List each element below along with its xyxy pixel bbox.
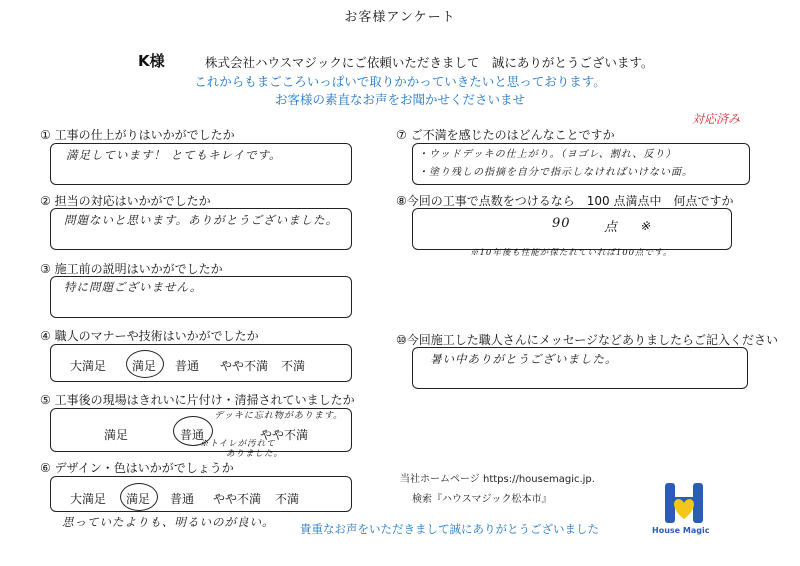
question-4-option-1: 大満足 <box>70 359 107 373</box>
question-5-option-1: 満足 <box>104 428 129 442</box>
question-5-note-2: ※トイレが汚れて <box>200 439 276 449</box>
question-10-answer: 暑い中ありがとうございました。 <box>430 352 618 366</box>
company-greeting: 株式会社ハウスマジックにご依頼いただきまして 誠にありがとうございます。 <box>205 55 654 70</box>
question-7-label: ⑦ ご不満を感じたのはどんなことですか <box>396 128 615 142</box>
question-2-label: ② 担当の対応はいかがでしたか <box>40 194 211 208</box>
question-5-note-1: デッキに忘れ物があります。 <box>214 411 344 421</box>
question-6-option-2: 満足 <box>126 492 151 506</box>
house-magic-logo <box>662 481 706 525</box>
question-4-option-5: 不満 <box>281 359 306 373</box>
question-7-answer-1: ・ウッドデッキの仕上がり。（ヨゴレ、割れ、反り） <box>418 149 677 160</box>
logo-text: House Magic <box>652 526 710 535</box>
question-5-option-3: やや不満 <box>260 428 309 442</box>
question-1-answer: 満足しています！ とてもキレイです。 <box>66 148 282 162</box>
subtitle-line-2: お客様の素直なお声をお聞かせくださいませ <box>274 92 525 107</box>
question-3-answer: 特に問題ございません。 <box>64 280 203 294</box>
question-2-answer: 問題ないと思います。ありがとうございました。 <box>64 213 339 227</box>
question-8-box <box>412 208 732 250</box>
question-6-option-5: 不満 <box>275 492 300 506</box>
page-title: お客様アンケート <box>344 10 456 25</box>
question-10-label: ⑩今回施工した職人さんにメッセージなどありましたらご記入ください <box>396 333 779 347</box>
question-8-label: ⑧今回の工事で点数をつけるなら 100 点満点中 何点ですか <box>396 194 734 208</box>
subtitle-line-1: これからもまごころいっぱいで取りかかっていきたいと思っております。 <box>194 74 606 89</box>
footer-search: 検索『ハウスマジック松本市』 <box>412 494 552 505</box>
question-8-score: 90 <box>552 216 571 231</box>
question-5-option-2: 普通 <box>180 428 205 442</box>
question-6-selected-circle <box>120 483 158 511</box>
question-4-option-2: 満足 <box>132 359 157 373</box>
question-4-selected-circle <box>126 350 164 378</box>
footer-thanks: 貴重なお声をいただきまして誠にありがとうございました <box>300 522 599 536</box>
question-5-label: ⑤ 工事後の現場はきれいに片付け・清掃されていましたか <box>40 393 355 407</box>
question-8-unit: 点 <box>604 220 619 235</box>
question-8-mark: ※ <box>640 219 652 233</box>
house-magic-logo-icon <box>662 481 706 525</box>
question-6-label: ⑥ デザイン・色はいかがでしょうか <box>40 461 234 475</box>
question-6-option-3: 普通 <box>170 492 195 506</box>
question-3-label: ③ 施工前の説明はいかがでしたか <box>40 262 223 276</box>
question-4-label: ④ 職人のマナーや技術はいかがでしたか <box>40 329 259 343</box>
question-4-option-4: やや不満 <box>220 359 269 373</box>
question-8-note: ※10年後も性能が保たれていれば100点です。 <box>470 248 673 258</box>
customer-name: K様 <box>138 52 165 70</box>
footer-homepage: 当社ホームページ https://housemagic.jp. <box>400 474 595 485</box>
question-1-label: ① 工事の仕上がりはいかがでしたか <box>40 128 235 142</box>
question-7-answer-2: ・塗り残しの指摘を自分で指示しなければいけない面。 <box>418 167 693 178</box>
question-6-option-1: 大満足 <box>70 492 107 506</box>
handled-stamp: 対応済み <box>692 112 741 126</box>
question-5-note-3: ありました。 <box>226 449 284 459</box>
question-6-option-4: やや不満 <box>213 492 262 506</box>
question-4-option-3: 普通 <box>175 359 200 373</box>
question-6-answer: 思っていたよりも、明るいのが良い。 <box>62 515 275 529</box>
